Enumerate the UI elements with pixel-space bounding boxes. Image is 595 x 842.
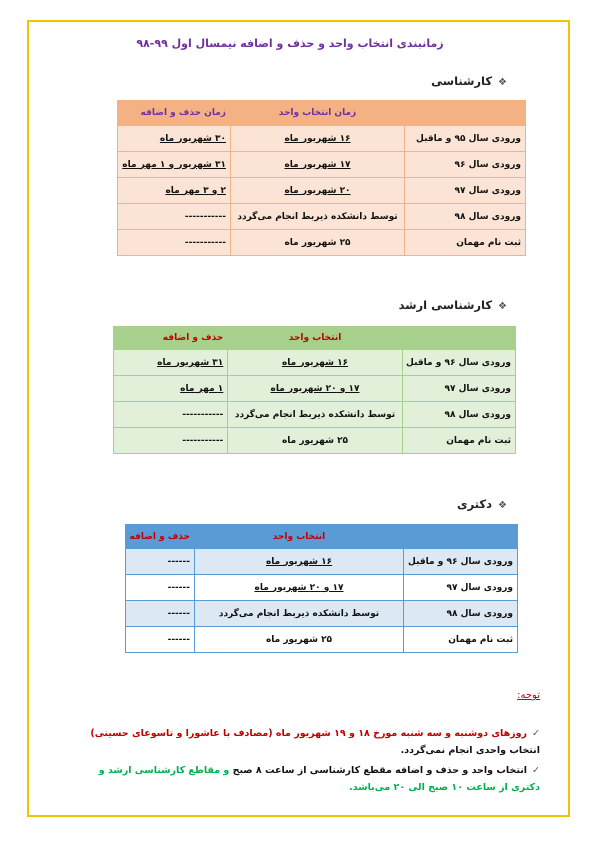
table-cell-add-drop: ۳۰ شهریور ماه [118,126,231,152]
note-hours [70,762,540,796]
table-cell-entry: ثبت نام مهمان [405,230,526,256]
table-header-cell: حذف و اضافه [126,525,195,549]
table-header-row [126,525,518,549]
table-cell-registration: ۲۵ شهریور ماه [228,428,402,454]
table-cell-entry: ورودی سال ۹۶ و ماقبل [404,549,518,575]
table-cell-add-drop: ------ [126,627,195,653]
section-heading-masters [399,298,507,312]
table-row [118,204,526,230]
table-cell-registration: ۱۶ شهریور ماه [231,126,405,152]
table-header-cell: انتخاب واحد [228,327,402,350]
table-cell-add-drop: ۲ و ۳ مهر ماه [118,178,231,204]
table-cell-add-drop: ----------- [118,230,231,256]
table-cell-registration: ۱۶ شهریور ماه [228,350,402,376]
table-cell-registration: توسط دانشکده ذیربط انجام می‌گردد [195,601,404,627]
notes-title: توجه: [517,690,540,701]
table-cell-entry: ورودی سال ۹۸ [405,204,526,230]
table-cell-registration: توسط دانشکده ذیربط انجام می‌گردد [231,204,405,230]
check-icon: ✓ [532,765,540,776]
table-cell-entry: ورودی سال ۹۵ و ماقبل [405,126,526,152]
table-cell-entry: ورودی سال ۹۶ [405,152,526,178]
note-holidays [70,725,540,759]
table-header-cell: انتخاب واحد [195,525,404,549]
table-row [126,601,518,627]
table-cell-registration: ۱۷ شهریور ماه [231,152,405,178]
diamond-bullet-icon: ❖ [498,301,507,312]
diamond-bullet-icon: ❖ [498,77,507,88]
table-row [126,627,518,653]
table-cell-add-drop: ----------- [114,402,228,428]
table-cell-add-drop: ۳۱ شهریور و ۱ مهر ماه [118,152,231,178]
table-cell-registration: ۱۷ و ۲۰ شهریور ماه [228,376,402,402]
section-heading-bachelor [431,74,507,88]
table-cell-registration: توسط دانشکده ذیربط انجام می‌گردد [228,402,402,428]
diamond-bullet-icon: ❖ [498,500,507,511]
table-row [126,575,518,601]
table-cell-add-drop: ۱ مهر ماه [114,376,228,402]
section-title: دکتری [457,497,493,511]
table-cell-registration: ۲۵ شهریور ماه [231,230,405,256]
table-cell-entry: ورودی سال ۹۸ [402,402,515,428]
table-cell-add-drop: ------ [126,575,195,601]
table-cell-entry: ورودی سال ۹۷ [404,575,518,601]
phd-schedule-table [125,524,518,653]
table-cell-entry: ثبت نام مهمان [402,428,515,454]
table-cell-registration: ۱۷ و ۲۰ شهریور ماه [195,575,404,601]
table-row [114,376,516,402]
page-title: زمانبندی انتخاب واحد و حذف و اضافه نیمسال اول ۹۹-۹۸ [136,37,444,50]
table-row [114,350,516,376]
section-title: کارشناسی ارشد [398,298,493,312]
table-cell-add-drop: ----------- [118,204,231,230]
table-row [126,549,518,575]
table-cell-entry: ورودی سال ۹۷ [405,178,526,204]
table-cell-add-drop: ۳۱ شهریور ماه [114,350,228,376]
table-header-cell [405,101,526,126]
bachelor-schedule-table [117,100,526,256]
table-cell-registration: ۲۰ شهریور ماه [231,178,405,204]
table-cell-entry: ثبت نام مهمان [404,627,518,653]
section-title: کارشناسی [431,74,493,88]
note-highlight-text: روزهای دوشنبه و سه شنبه مورخ ۱۸ و ۱۹ شهریور ماه (مصادف با عاشورا و تاسوعای حسینی) [90,728,528,739]
table-row [118,178,526,204]
table-cell-entry: ورودی سال ۹۷ [402,376,515,402]
table-cell-add-drop: ----------- [114,428,228,454]
table-cell-registration: ۲۵ شهریور ماه [195,627,404,653]
check-icon: ✓ [532,728,540,739]
note-text-green: و مقاطع کارشناسی ارشد و دکتری از ساعت ۱۰ صبح الی ۲۰ می‌باشد. [98,765,540,793]
masters-schedule-table [113,326,516,454]
note-text: انتخاب واحدی انجام نمی‌گردد. [400,745,540,756]
note-text: انتخاب واحد و حذف و اضافه مقطع کارشناسی از ساعت ۸ صبح [232,765,528,776]
table-row [114,402,516,428]
table-row [118,126,526,152]
table-row [114,428,516,454]
table-row [118,152,526,178]
table-header-cell: زمان انتخاب واحد [231,101,405,126]
table-header-cell: حذف و اضافه [114,327,228,350]
table-header-cell [402,327,515,350]
table-cell-entry: ورودی سال ۹۶ و ماقبل [402,350,515,376]
table-cell-add-drop: ------ [126,549,195,575]
table-cell-entry: ورودی سال ۹۸ [404,601,518,627]
table-header-row [118,101,526,126]
table-cell-add-drop: ------ [126,601,195,627]
table-header-cell: زمان حذف و اضافه [118,101,231,126]
table-cell-registration: ۱۶ شهریور ماه [195,549,404,575]
section-heading-phd [457,497,507,511]
table-header-cell [404,525,518,549]
table-row [118,230,526,256]
table-header-row [114,327,516,350]
